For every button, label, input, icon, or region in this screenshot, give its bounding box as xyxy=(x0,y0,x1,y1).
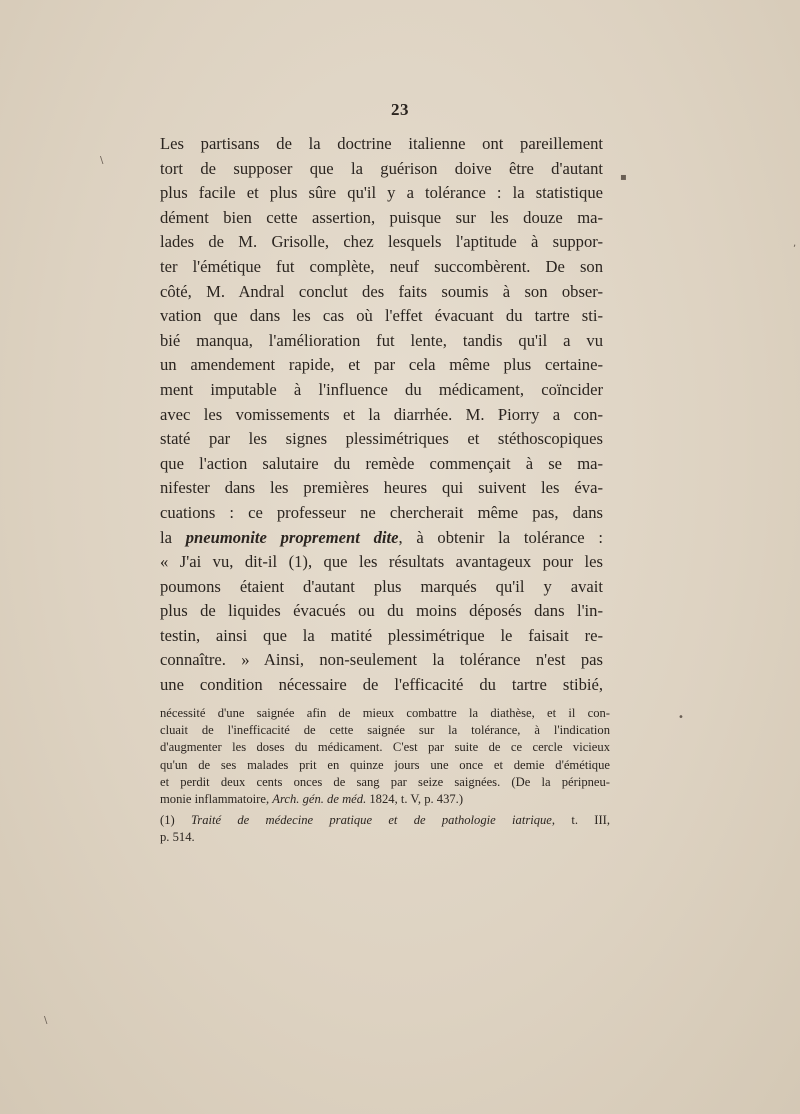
text-line: plus facile et plus sûre qu'il y a tolérance : la statistique xyxy=(160,183,603,203)
margin-mark: \ xyxy=(100,155,104,166)
italic-citation: Arch. gén. de méd. xyxy=(272,791,367,806)
text-line: cuations : ce professeur ne chercherait même pas, dans xyxy=(160,502,603,522)
margin-mark: , xyxy=(793,238,797,249)
text-segment: , à obtenir la tolérance : xyxy=(398,527,603,547)
text-line: poumons étaient d'autant plus marqués qu'il y avait xyxy=(160,576,603,596)
footnote-line: qu'un de ses malades prit en quinze jours une once et demie d'émétique xyxy=(160,757,610,772)
text-line: staté par les signes plessimétriques et stéthoscopiques xyxy=(160,429,603,449)
text-segment: , t. III, xyxy=(551,813,611,828)
text-line: nifester dans les premières heures qui suivent les éva- xyxy=(160,478,603,498)
footnote-line: d'augmenter les doses du médicament. C'est par suite de ce cercle vicieux xyxy=(160,740,610,755)
text-line: testin, ainsi que la matité plessimétrique le faisait re- xyxy=(160,625,603,645)
text-segment: monie inflammatoire, xyxy=(160,791,273,806)
text-line: tort de supposer que la guérison doive être d'autant xyxy=(160,158,603,178)
text-line: côté, M. Andral conclut des faits soumis à son obser- xyxy=(160,281,603,301)
text-line: « J'ai vu, dit-il (1), que les résultats avantageux pour les xyxy=(160,552,603,572)
footnote-line: et perdit deux cents onces de sang par seize saignées. (De la péripneu- xyxy=(160,774,610,789)
text-line: avec les vomissements et la diarrhée. M. Piorry a con- xyxy=(160,404,603,424)
text-line: connaître. » Ainsi, non-seulement la tolérance n'est pas xyxy=(160,650,603,670)
footnote-line: cluait de l'inefficacité de cette saignée sur la tolérance, à l'indication xyxy=(160,723,610,738)
margin-mark: • xyxy=(678,712,684,723)
text-line: plus de liquides évacués ou du moins déposés dans l'in- xyxy=(160,601,603,621)
text-line: Les partisans de la doctrine italienne ont pareillement xyxy=(160,134,603,153)
text-line: dément bien cette assertion, puisque sur les douze ma- xyxy=(160,207,603,227)
italic-term: pneumonite proprement dite xyxy=(185,527,399,547)
margin-mark: ▪ xyxy=(620,172,627,183)
text-line: vation que dans les cas où l'effet évacuant du tartre sti- xyxy=(160,306,603,326)
footnote-line: p. 514. xyxy=(160,830,195,845)
text-line: une condition nécessaire de l'efficacité du tartre stibié, xyxy=(160,675,603,695)
margin-mark: \ xyxy=(44,1015,48,1026)
text-segment: 1824, t. V, p. 437.) xyxy=(366,791,464,806)
text-segment: la xyxy=(160,527,186,547)
footnote-line xyxy=(160,791,610,808)
text-line: ment imputable à l'influence du médicament, coïncider xyxy=(160,379,603,399)
text-line: que l'action salutaire du remède commençait à se ma- xyxy=(160,453,603,473)
italic-citation: Traité de médecine pratique et de pathologie iatrique xyxy=(190,813,552,828)
text-line: ter l'émétique fut complète, neuf succombèrent. De son xyxy=(160,256,603,276)
footnote-line xyxy=(160,812,610,829)
text-line xyxy=(160,526,603,551)
page-number: 23 xyxy=(391,100,409,119)
footnote-line: nécessité d'une saignée afin de mieux combattre la diathèse, et il con- xyxy=(160,706,610,720)
text-line: un amendement rapide, et par cela même plus certaine- xyxy=(160,355,603,375)
text-line: lades de M. Grisolle, chez lesquels l'aptitude à suppor- xyxy=(160,232,603,252)
text-line: bié manqua, l'amélioration fut lente, tandis qu'il a vu xyxy=(160,330,603,350)
text-segment: (1) xyxy=(160,813,191,828)
main-text-block xyxy=(160,132,603,698)
footnotes-block xyxy=(160,705,610,847)
